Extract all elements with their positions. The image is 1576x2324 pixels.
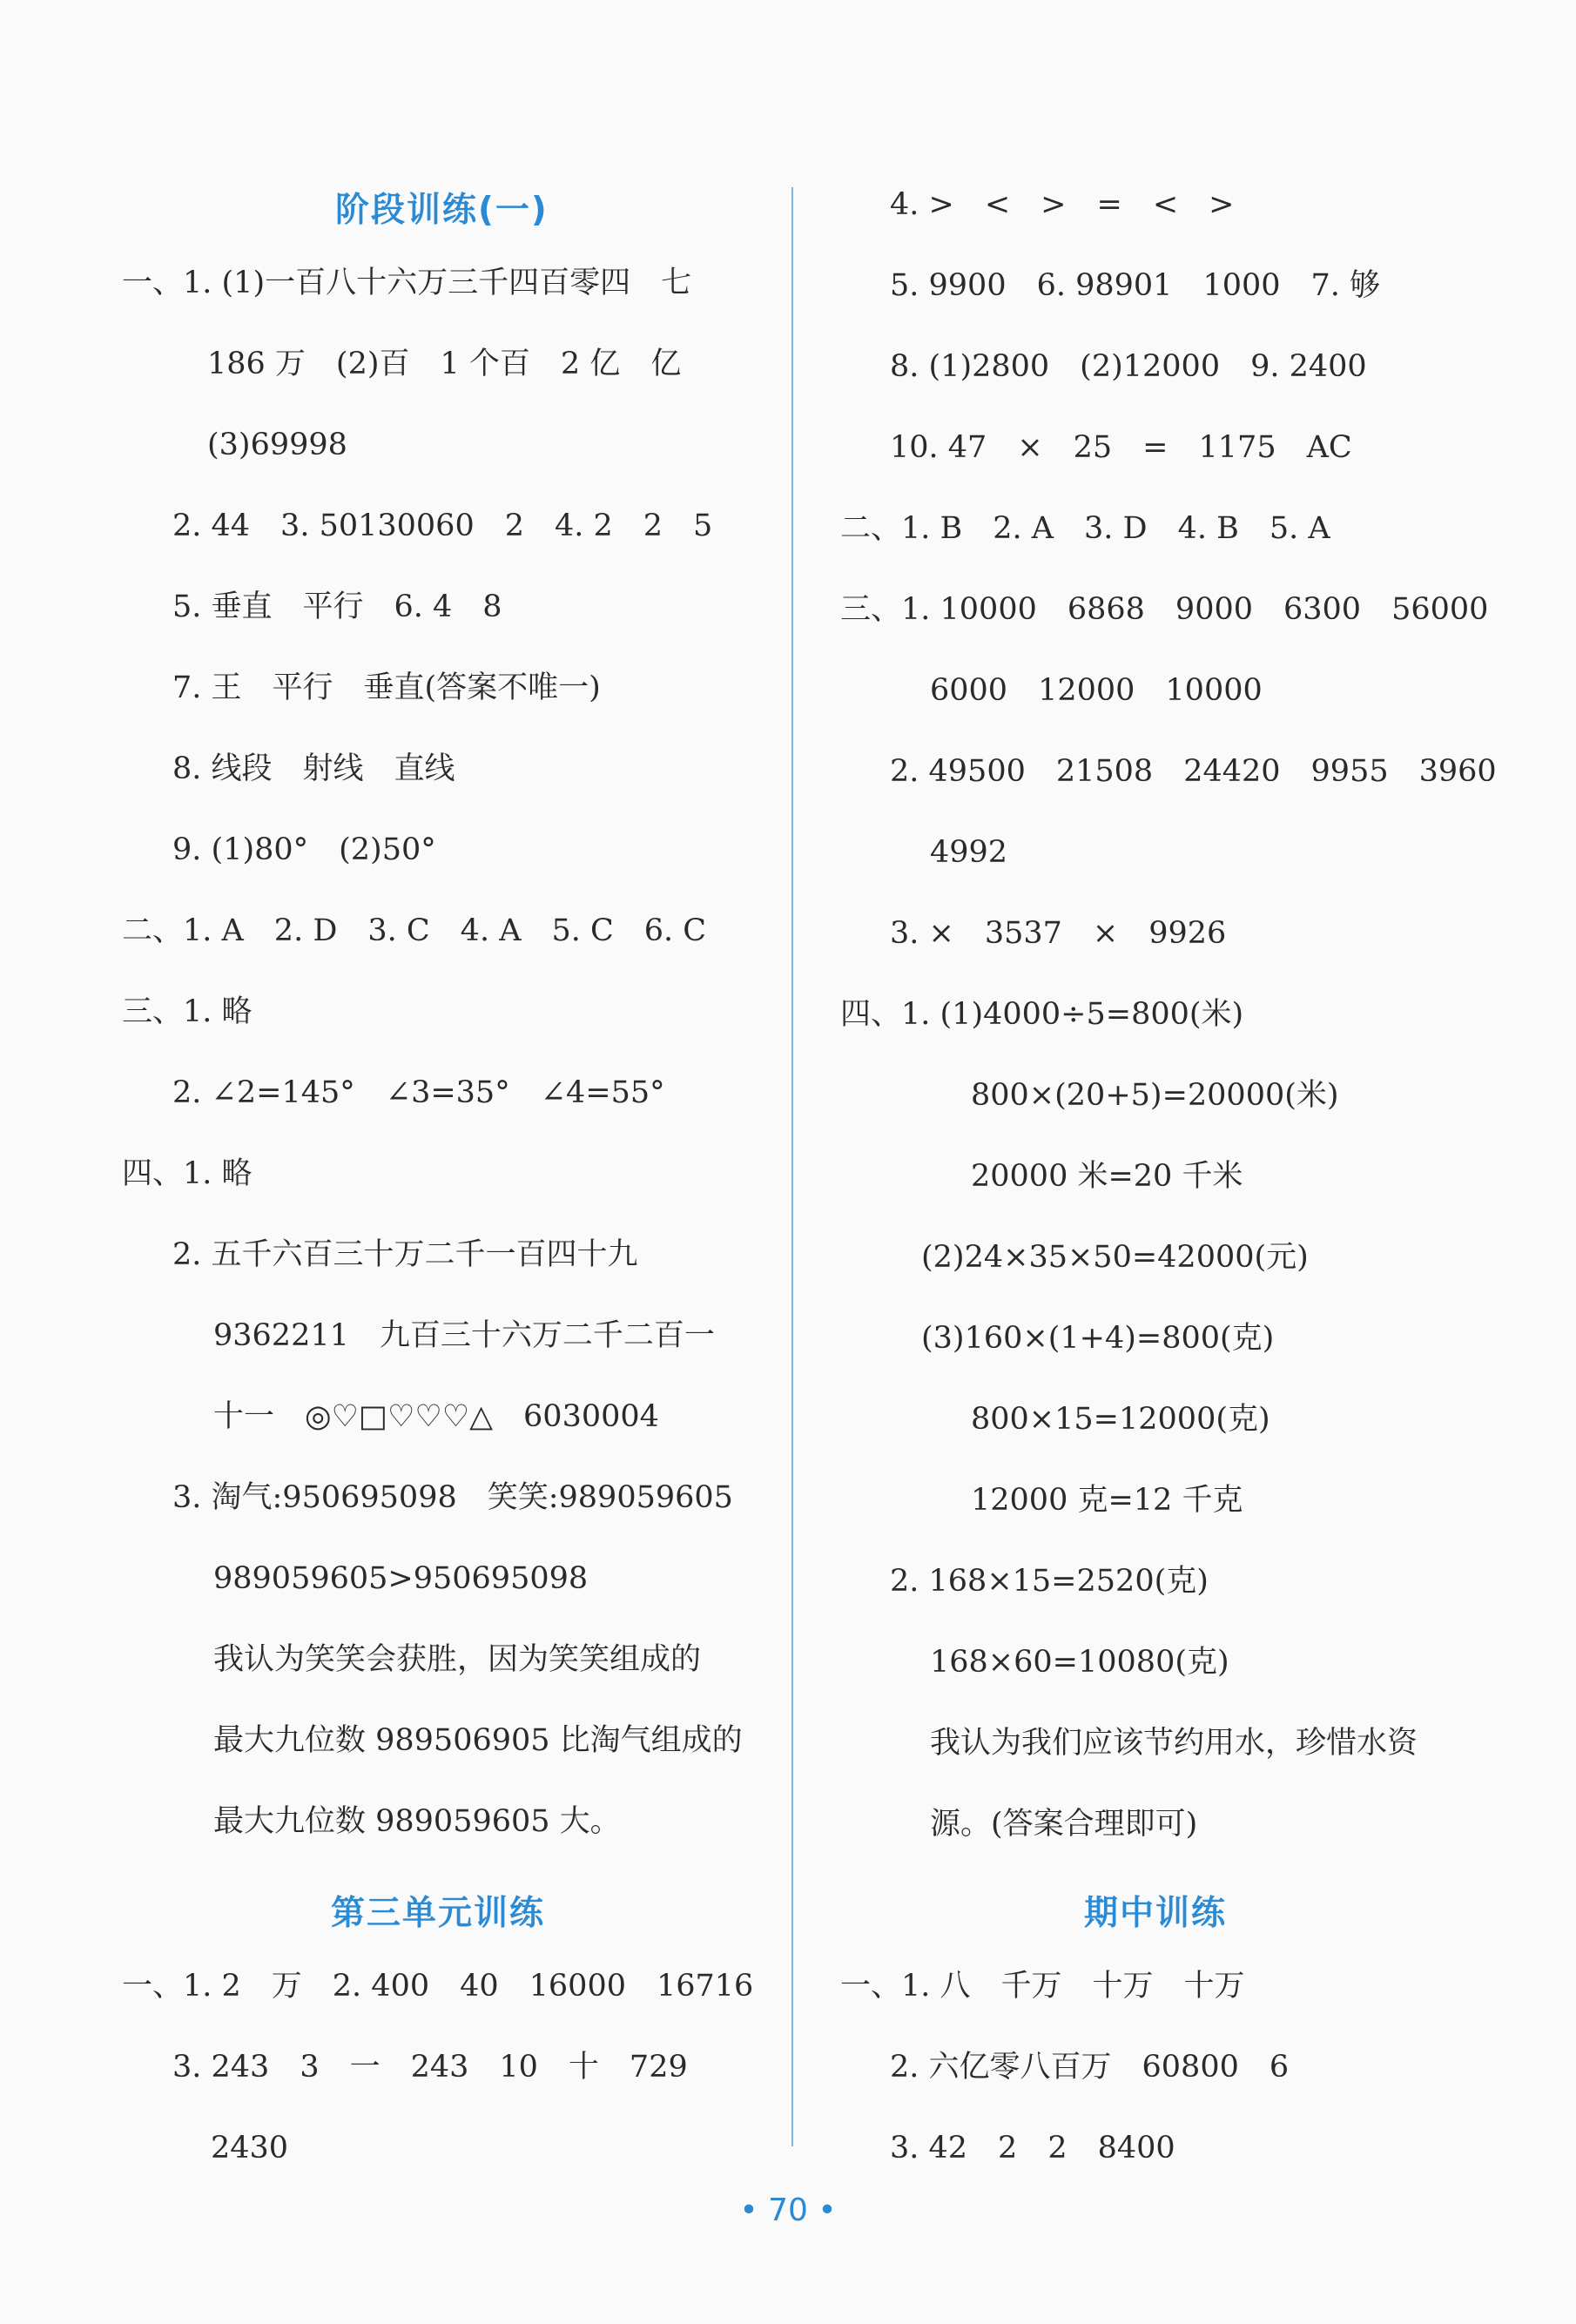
answer-line: 2. 五千六百三十万二千一百四十九	[172, 1237, 638, 1272]
answer-line: 2. 49500 21508 24420 9955 3960	[890, 754, 1497, 789]
answer-line: 二、1. B 2. A 3. D 4. B 5. A	[840, 511, 1330, 546]
answer-line: (3)69998	[207, 428, 347, 462]
column-divider	[791, 187, 793, 2146]
answer-line: (2)24×35×50=42000(元)	[921, 1240, 1309, 1275]
section-title-stage-training-1: 阶段训练(一)	[335, 191, 549, 230]
answer-line: 9362211 九百三十六万二千二百一	[213, 1318, 715, 1353]
answer-line: 我认为笑笑会获胜，因为笑笑组成的	[213, 1642, 702, 1677]
answer-line: 8. 线段 射线 直线	[172, 751, 455, 786]
answer-line: 三、1. 10000 6868 9000 6300 56000	[840, 592, 1489, 627]
answer-line: 2. ∠2=145° ∠3=35° ∠4=55°	[172, 1075, 665, 1110]
answer-line: 10. 47 × 25 = 1175 AC	[890, 430, 1352, 465]
answer-line: 3. 淘气:950695098 笑笑:989059605	[172, 1480, 733, 1515]
answer-line: 7. 王 平行 垂直(答案不唯一)	[172, 670, 601, 705]
answer-line: 4. > < > = < >	[890, 187, 1235, 222]
answer-line: 3. × 3537 × 9926	[890, 916, 1227, 951]
answer-line: 20000 米=20 千米	[971, 1159, 1243, 1194]
answer-line: 4992	[930, 835, 1008, 870]
answer-line: 800×(20+5)=20000(米)	[971, 1078, 1339, 1113]
answer-line: 二、1. A 2. D 3. C 4. A 5. C 6. C	[122, 913, 707, 948]
section-title-unit-3: 第三单元训练	[331, 1894, 546, 1933]
answer-line: 5. 垂直 平行 6. 4 8	[172, 589, 502, 624]
answer-line: 168×60=10080(克)	[930, 1645, 1229, 1680]
answer-line: (3)160×(1+4)=800(克)	[921, 1321, 1275, 1356]
answer-line: 800×15=12000(克)	[971, 1402, 1270, 1437]
answer-line: 9. (1)80° (2)50°	[172, 832, 436, 867]
answer-line: 十一 ◎♡□♡♡♡△ 6030004	[213, 1399, 659, 1434]
answer-line: 三、1. 略	[122, 994, 253, 1029]
section-title-midterm: 期中训练	[1084, 1894, 1228, 1933]
answer-line: 6000 12000 10000	[930, 673, 1263, 708]
answer-line: 最大九位数 989506905 比淘气组成的	[213, 1723, 743, 1758]
answer-line: 最大九位数 989059605 大。	[213, 1804, 621, 1839]
answer-line: 2430	[211, 2131, 289, 2166]
page-number: • 70 •	[739, 2193, 837, 2228]
answer-line: 2. 168×15=2520(克)	[890, 1564, 1209, 1599]
answer-line: 8. (1)2800 (2)12000 9. 2400	[890, 349, 1367, 384]
answer-line: 一、1. (1)一百八十六万三千四百零四 七	[122, 266, 692, 300]
answer-line: 186 万 (2)百 1 个百 2 亿 亿	[207, 347, 682, 381]
answer-line: 一、1. 2 万 2. 400 40 16000 16716	[122, 1969, 754, 2004]
answer-line: 我认为我们应该节约用水，珍惜水资	[930, 1726, 1418, 1761]
answer-line: 3. 243 3 一 243 10 十 729	[172, 2050, 688, 2085]
answer-line: 四、1. (1)4000÷5=800(米)	[840, 997, 1244, 1032]
answer-line: 源。(答案合理即可)	[930, 1807, 1198, 1842]
answer-line: 12000 克=12 千克	[971, 1483, 1243, 1518]
answer-line: 2. 44 3. 50130060 2 4. 2 2 5	[172, 509, 713, 543]
answer-line: 四、1. 略	[122, 1156, 253, 1191]
answer-line: 5. 9900 6. 98901 1000 7. 够	[890, 268, 1381, 303]
answer-line: 989059605>950695098	[213, 1561, 589, 1596]
answer-line: 3. 42 2 2 8400	[890, 2131, 1175, 2166]
answer-line: 一、1. 八 千万 十万 十万	[840, 1969, 1245, 2004]
answer-line: 2. 六亿零八百万 60800 6	[890, 2050, 1290, 2085]
